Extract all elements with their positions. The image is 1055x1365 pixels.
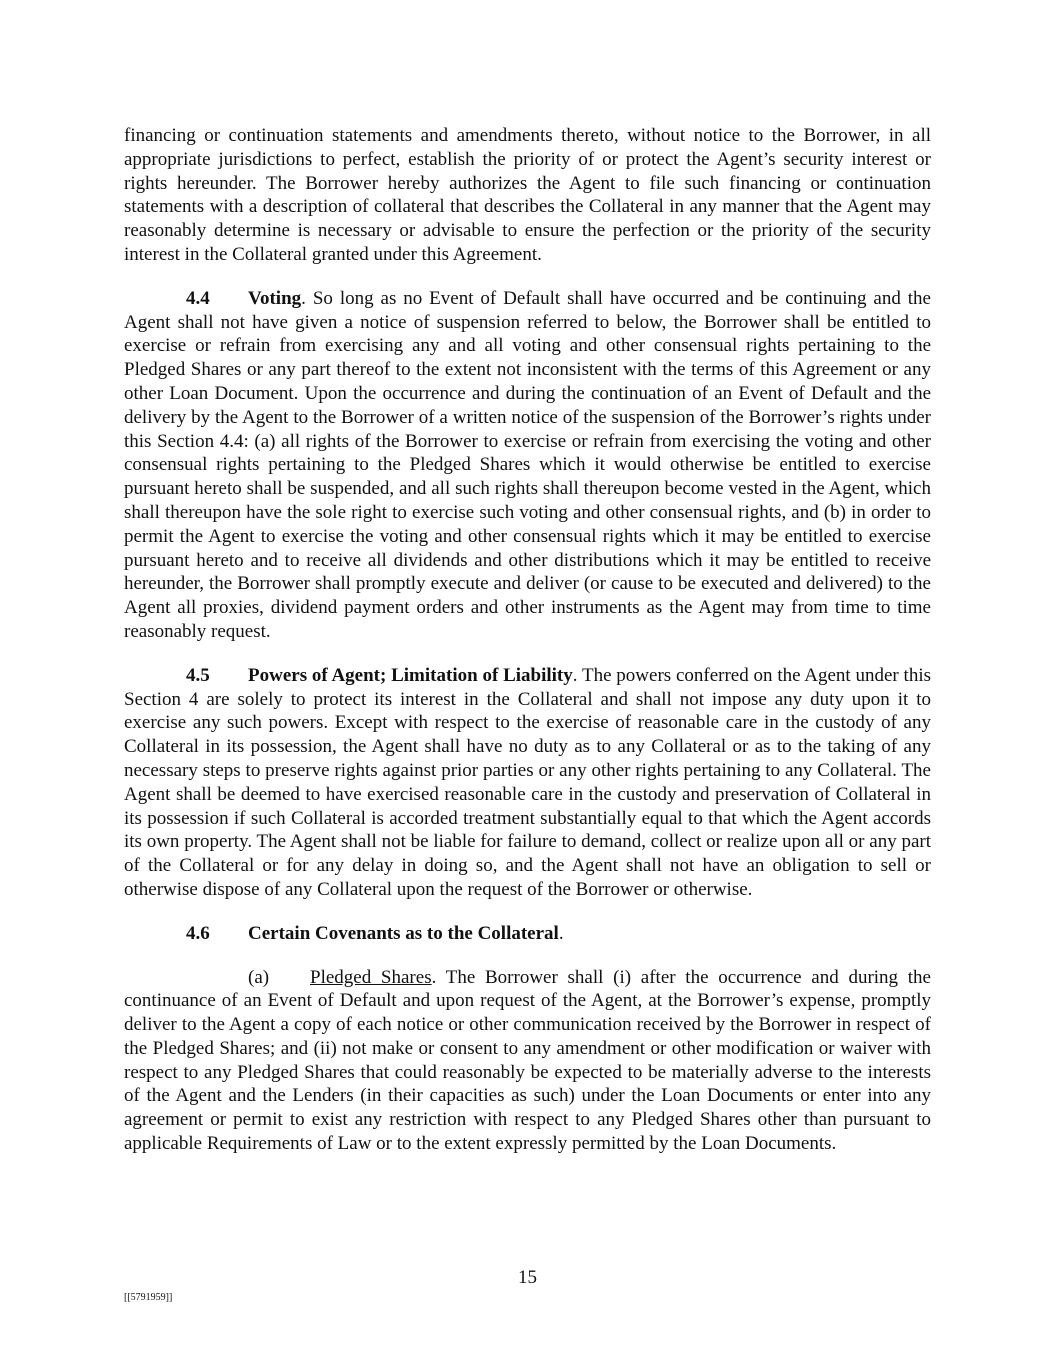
document-page (124, 124, 931, 1156)
section-heading: Certain Covenants as to the Collateral (248, 922, 559, 944)
section-number: 4.6 (186, 922, 210, 944)
page-number: 15 (518, 1267, 537, 1288)
subsection-a (124, 966, 931, 1156)
intro-paragraph: financing or continuation statements and amendments thereto, without notice to the Borrower, in all appropriate jurisdictions to perfect, establish the priority of or protect the Agent’s security interest or rights hereunder. The Borrower hereby authorizes the Agent to file such financing or continuation statements with a description of collateral that describes the Collateral in any manner that the Agent may reasonably determine is necessary or advisable to ensure the perfection or the priority of the security interest in the Collateral granted under this Agreement. (124, 125, 931, 265)
section-4-5 (124, 664, 931, 902)
section-number: 4.4 (186, 287, 210, 309)
document-id: [[5791959]] (124, 1292, 173, 1303)
subsection-text: . The Borrower shall (i) after the occurrence and during the continuance of an Event of Default and upon request of the Agent, at the Borrower’s expense, promptly deliver to the Agent a copy of each notice or other communication received by the Borrower in respect of the Pledged Shares; and (ii) not make or consent to any amendment or other modification or waiver with respect to any Pledged Shares that could reasonably be expected to be materially adverse to the interests of the Agent and the Lenders (in their capacities as such) under the Loan Documents or enter into any agreement or permit to exist any restriction with respect to any Pledged Shares other than pursuant to applicable Requirements of Law or to the extent expressly permitted by the Loan Documents. (124, 966, 931, 1155)
subsection-heading: Pledged Shares (310, 966, 432, 988)
section-heading: Voting (248, 287, 302, 309)
subsection-number: (a) (248, 966, 270, 988)
section-text: . So long as no Event of Default shall have occurred and be continuing and the Agent shall not have given a notice of suspension referred to below, the Borrower shall be entitled to exercise or refrain from exercising any and all voting and other consensual rights pertaining to the Pledged Shares or any part thereof to the extent not inconsistent with the terms of this Agreement or any other Loan Document. Upon the occurrence and during the continuation of an Event of Default and the delivery by the Agent to the Borrower of a written notice of the suspension of the Borrower’s rights under this Section 4.4: (a) all rights of the Borrower to exercise or refrain from exercising the voting and other consensual rights pertaining to the Pledged Shares which it would otherwise be entitled to exercise pursuant hereto shall be suspended, and all such rights shall thereupon become vested in the Agent, which shall thereupon have the sole right to exercise such voting and other consensual rights, and (b) in order to permit the Agent to exercise the voting and other consensual rights which it may be entitled to exercise pursuant hereto and to receive all dividends and other distributions which it may be entitled to receive hereunder, the Borrower shall promptly execute and deliver (or cause to be executed and delivered) to the Agent all proxies, dividend payment orders and other instruments as the Agent may from time to time reasonably request. (124, 287, 931, 642)
section-number: 4.5 (186, 664, 210, 686)
section-text: . The powers conferred on the Agent under this Section 4 are solely to protect its interest in the Collateral and shall not impose any duty upon it to exercise any such powers. Except with respect to the exercise of reasonable care in the custody of any Collateral in its possession, the Agent shall have no duty as to any Collateral or as to the taking of any necessary steps to preserve rights against prior parties or any other rights pertaining to any Collateral. The Agent shall be deemed to have exercised reasonable care in the custody and preservation of Collateral in its possession if such Collateral is accorded treatment substantially equal to that which the Agent accords its own property. The Agent shall not be liable for failure to demand, collect or realize upon all or any part of the Collateral or for any delay in doing so, and the Agent shall not have an obligation to sell or otherwise dispose of any Collateral upon the request of the Borrower or otherwise. (124, 664, 931, 900)
section-text: . (558, 922, 564, 944)
section-4-6 (124, 922, 931, 946)
section-4-4 (124, 287, 931, 644)
section-heading: Powers of Agent; Limitation of Liability (248, 664, 573, 686)
